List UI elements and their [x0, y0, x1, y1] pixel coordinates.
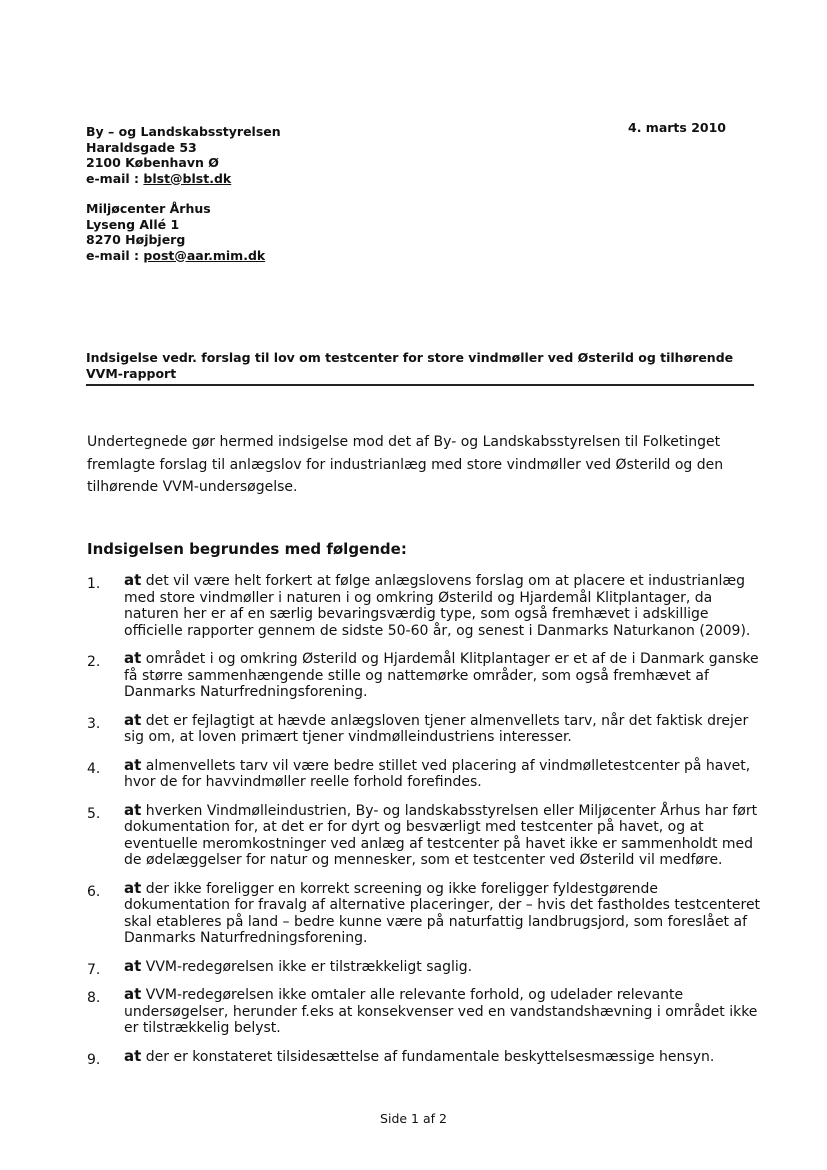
item-number: 8.	[87, 990, 101, 1006]
email-link[interactable]: blst@blst.dk	[143, 170, 232, 186]
item-text: området i og omkring Østerild og Hjardemål Klitplantager er et af de i Danmark ganske få større sammenhængende stille og nattemørke områder, som også fremhævet af Danmarks Naturfredningsforening.	[124, 651, 759, 700]
address-line: Miljøcenter Århus	[86, 201, 211, 216]
list-item	[87, 802, 767, 869]
item-number: 1.	[87, 576, 101, 592]
item-text: det er fejlagtigt at hævde anlægsloven tjener almenvellets tarv, når det faktisk drejer sig om, at loven primært tjener vindmølleindustriens interesser.	[124, 712, 749, 745]
item-number: 4.	[87, 760, 101, 777]
item-lead: at	[124, 710, 142, 729]
item-text: VVM-redegørelsen ikke omtaler alle relevante forhold, og udelader relevante undersøgelser, herunder f.eks at konsekvenser ved en vandstandshævning i området ikke er tilstrækkelig belyst.	[124, 987, 758, 1036]
item-number: 7.	[87, 961, 101, 978]
email-line	[86, 248, 265, 264]
item-number: 6.	[87, 883, 101, 900]
recipient-address-1	[86, 124, 281, 186]
item-text: der ikke foreligger en korrekt screening og ikke foreligger fyldestgørende dokumentation for fravalg af alternative placeringer, der – hvis det fastholdes testcenteret skal etableres på land – bedre kunne være på naturfattig landbrugsjord, som foreslået af Danmarks Naturfredningsforening.	[124, 880, 761, 946]
list-item	[87, 958, 767, 976]
address-line: Haraldsgade 53	[86, 139, 197, 155]
item-lead: at	[124, 1046, 142, 1065]
list-item	[87, 757, 767, 791]
list-item	[87, 712, 767, 746]
item-lead: at	[124, 956, 142, 975]
item-lead: at	[124, 878, 142, 897]
objection-list	[87, 572, 767, 1076]
list-item	[87, 650, 767, 701]
item-number: 2.	[87, 654, 101, 670]
address-line: Lyseng Allé 1	[86, 216, 180, 232]
list-item	[87, 986, 767, 1037]
address-line: 8270 Højbjerg	[86, 232, 186, 247]
address-line: 2100 København Ø	[86, 155, 219, 170]
item-text: almenvellets tarv vil være bedre stillet ved placering af vindmølletestcenter på havet, hvor de for havvindmøller reelle forhold forefindes.	[124, 757, 751, 790]
item-lead: at	[124, 985, 142, 1003]
email-label: e-mail :	[86, 247, 144, 263]
email-link[interactable]: post@aar.mim.dk	[143, 247, 266, 263]
item-number: 9.	[87, 1051, 101, 1068]
item-text: VVM-redegørelsen ikke er tilstrækkeligt saglig.	[141, 958, 473, 975]
item-text: der er konstateret tilsidesættelse af fundamentale beskyttelsesmæssige hensyn.	[141, 1048, 715, 1065]
item-text: det vil være helt forkert at følge anlægslovens forslag om at placere et industrianlæg med store vindmøller i naturen i og omkring Østerild og Hjardemål Klitplantager, da naturen her er af en særlig bevaringsværdig type, som også fremhævet i adskillige officielle rapporter gennem de sidste 50-60 år, og senest i Danmarks Naturkanon (2009).	[124, 573, 751, 639]
item-number: 5.	[87, 805, 101, 822]
item-lead: at	[124, 800, 142, 819]
address-line: By – og Landskabsstyrelsen	[86, 124, 281, 139]
list-item	[87, 1048, 767, 1066]
intro-paragraph: Undertegnede gør hermed indsigelse mod det af By- og Landskabsstyrelsen til Folketinget fremlagte forslag til anlægslov for industrianlæg med store vindmøller ved Østerild og den tilhørende VVM-undersøgelse.	[87, 434, 724, 495]
page-footer: Side 1 af 2	[380, 1111, 447, 1126]
item-number: 3.	[87, 715, 101, 732]
recipient-address-2	[86, 201, 265, 263]
list-item	[87, 880, 767, 947]
item-lead: at	[124, 649, 142, 667]
item-lead: at	[124, 755, 142, 774]
subject-line: Indsigelse vedr. forslag til lov om testcenter for store vindmøller ved Østerild og tilhørende VVM-rapport	[86, 350, 754, 386]
email-label: e-mail :	[86, 170, 144, 186]
section-heading: Indsigelsen begrundes med følgende:	[87, 540, 407, 558]
list-item	[87, 572, 767, 639]
email-line	[86, 171, 281, 187]
letter-date: 4. marts 2010	[628, 120, 726, 135]
item-lead: at	[124, 571, 142, 589]
item-text: hverken Vindmølleindustrien, By- og landskabsstyrelsen eller Miljøcenter Århus har ført dokumentation for, at det er for dyrt og besværligt med testcenter på havet, og at eventuelle meromkostninger ved anlæg af testcenter på havet ikke er sammenholdt med de ødelæggelser for natur og mennesker, som et testcenter ved Østerild vil medføre.	[124, 802, 758, 868]
